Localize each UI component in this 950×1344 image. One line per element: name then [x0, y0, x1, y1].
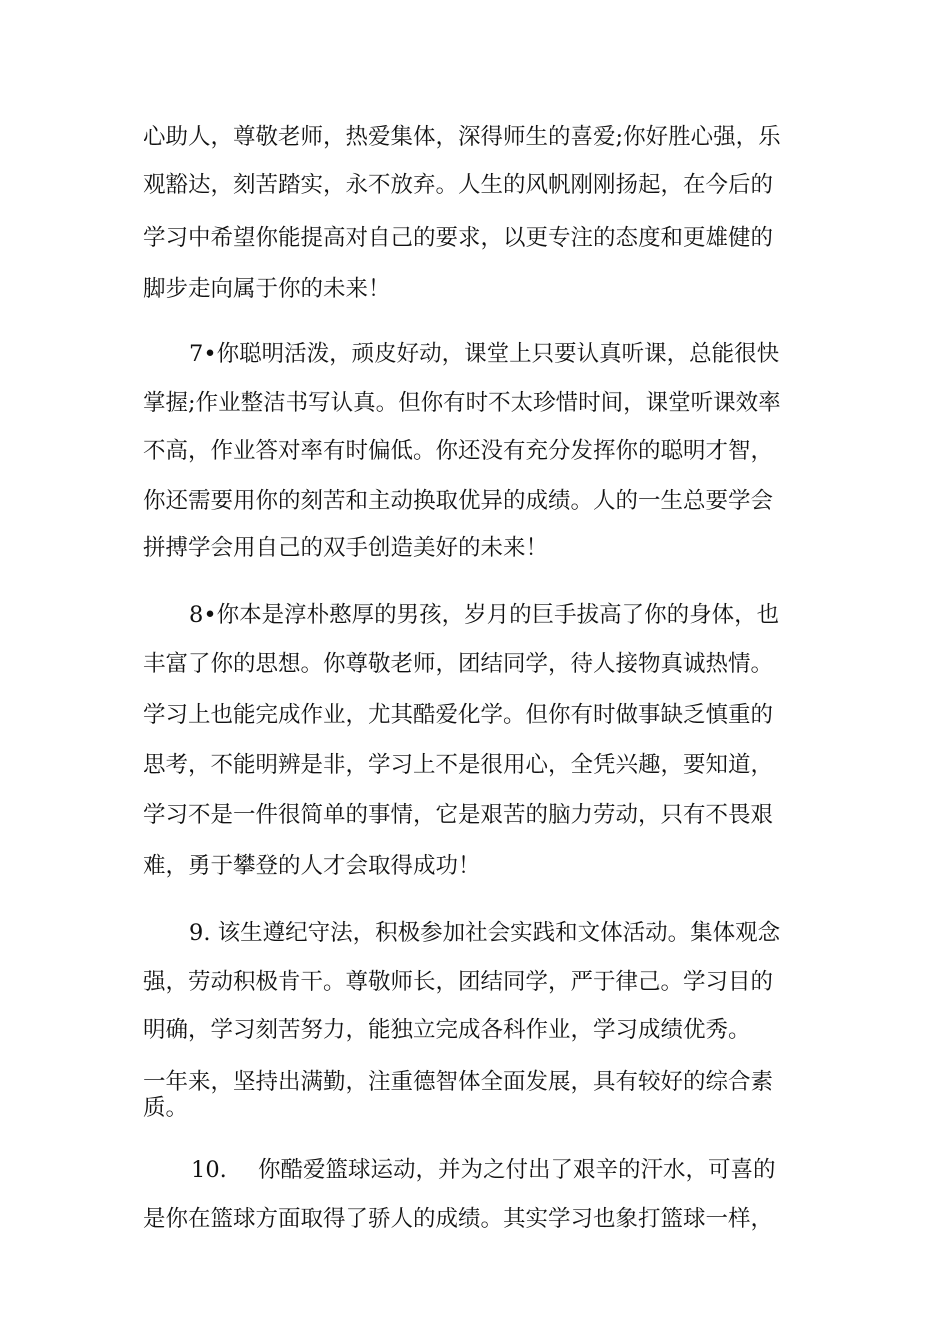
text-line: 心助人，尊敬老师，热爱集体，深得师生的喜爱;你好胜心强，乐 [143, 124, 781, 150]
text-line: 强，劳动积极肯干。尊敬师长，团结同学，严于律己。学习目的 [143, 969, 774, 995]
text-line: 你酷爱篮球运动，并为之付出了艰辛的汗水，可喜的 [258, 1157, 776, 1183]
text-line: 脚步走向属于你的未来！ [143, 276, 391, 302]
text-line: 难，勇于攀登的人才会取得成功！ [143, 853, 481, 879]
text-line: 9. 该生遵纪守法，积极参加社会实践和文体活动。集体观念 [189, 920, 781, 946]
text-line: 观豁达，刻苦踏实，永不放弃。人生的风帆刚刚扬起，在今后的 [143, 172, 774, 198]
paragraph-number: 10. [191, 1157, 227, 1183]
text-line: 你还需要用你的刻苦和主动换取优异的成绩。人的一生总要学会 [143, 488, 774, 514]
text-line: 一年来，坚持出满勤，注重德智体全面发展，具有较好的综合素 [143, 1069, 774, 1095]
text-line: 学习上也能完成作业，尤其酷爱化学。但你有时做事缺乏慎重的 [143, 702, 774, 728]
text-line: 质。 [143, 1095, 189, 1121]
text-line: 学习中希望你能提高对自己的要求，以更专注的态度和更雄健的 [143, 225, 774, 251]
text-line: 拼搏学会用自己的双手创造美好的未来！ [143, 535, 549, 561]
text-line: 明确，学习刻苦努力，能独立完成各科作业，学习成绩优秀。 [143, 1017, 751, 1043]
text-line: 学习不是一件很简单的事情，它是艰苦的脑力劳动，只有不畏艰 [143, 802, 774, 828]
text-line: 是你在篮球方面取得了骄人的成绩。其实学习也象打篮球一样， [143, 1206, 774, 1232]
text-line: 丰富了你的思想。你尊敬老师，团结同学，待人接物真诚热情。 [143, 651, 774, 677]
text-line: 思考，不能明辨是非，学习上不是很用心，全凭兴趣，要知道， [143, 752, 774, 778]
text-line: 7•你聪明活泼，顽皮好动，课堂上只要认真听课，总能很快 [189, 341, 780, 367]
text-line: 掌握;作业整洁书写认真。但你有时不太珍惜时间，课堂听课效率 [143, 390, 781, 416]
text-line: 不高，作业答对率有时偏低。你还没有充分发挥你的聪明才智， [143, 438, 774, 464]
text-line: 8•你本是淳朴憨厚的男孩，岁月的巨手拔高了你的身体，也 [189, 602, 780, 628]
